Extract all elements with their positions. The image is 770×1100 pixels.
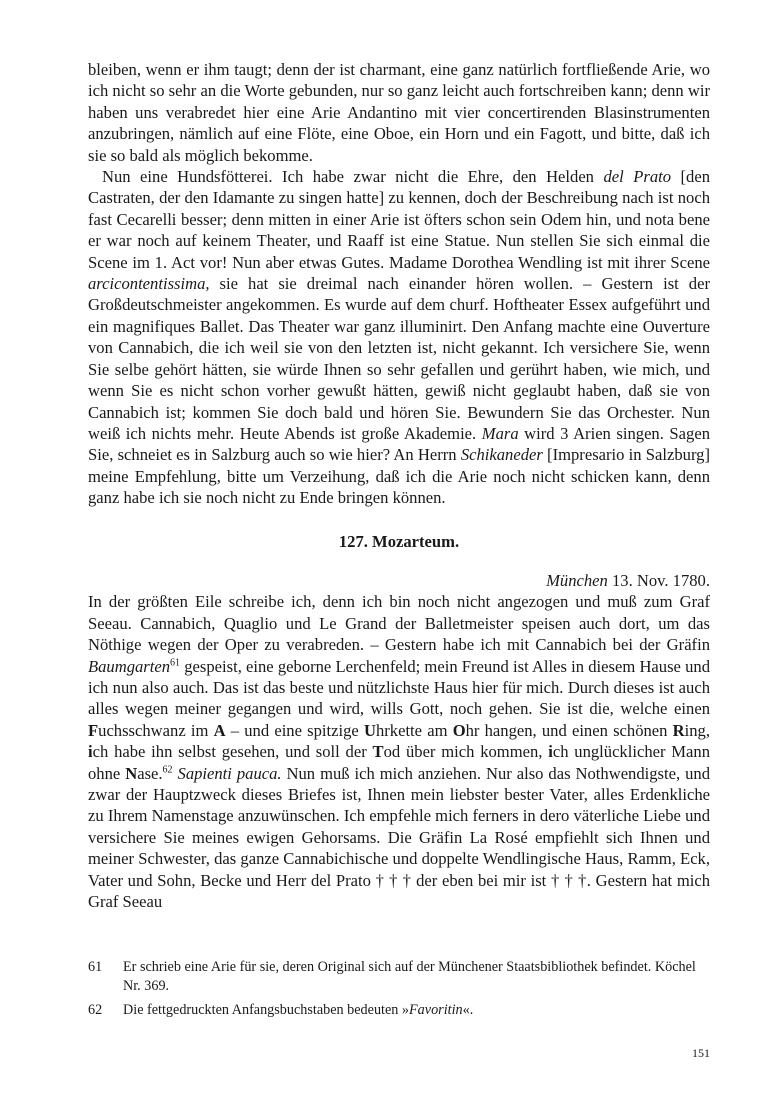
footnote-text: Er schrieb eine Arie für sie, deren Original sich auf der Münchener Staatsbibliothek befindet. Köchel Nr. 369. bbox=[123, 959, 696, 994]
italic-name: Mara bbox=[481, 423, 519, 443]
footnote-number: 62 bbox=[88, 1002, 103, 1018]
main-text bbox=[88, 59, 710, 912]
italic-term: arcicontentissima, bbox=[88, 274, 210, 294]
bold-initial: N bbox=[125, 763, 138, 783]
footnote-text: Die fettgedruckten Anfangsbuchstaben bedeuten »Favoritin«. bbox=[123, 1002, 474, 1018]
footnote-ref-62[interactable]: 62 bbox=[162, 764, 173, 776]
bold-initial: F bbox=[88, 720, 99, 740]
footnotes bbox=[88, 958, 710, 1025]
italic-name: Baumgarten bbox=[88, 656, 171, 676]
footnote-ref-61[interactable]: 61 bbox=[170, 657, 181, 669]
page-number: 151 bbox=[692, 1046, 710, 1060]
bold-initial: U bbox=[363, 720, 376, 740]
bold-initial: T bbox=[372, 742, 384, 762]
paragraph-hundsfoetterei: Nun eine Hundsfötterei. Ich habe zwar nicht die Ehre, den Helden del Prato [den Castraten, der den Idamante zu singen hatte] zu kennen, doch der Beschreibung nach ist noch fast Cecarelli besser; denn mitten in einer Arie ist öfters schon sein Odem hin, und nota bene er war noch auf keinem Theater, und Raaff ist eine Statue. Nun stellen Sie sich einmal die Scene im 1. Act vor! Nun aber etwas Gutes. Madame Dorothea Wendling ist mit ihrer Scene arcicontentissima, sie hat sie dreimal nach einander hören wollen. – Gestern ist der Großdeutschmeister angekommen. Es wurde auf dem churf. Hoftheater Essex aufgeführt und ein magnifiques Ballet. Das Theater war ganz illuminirt. Den Anfang machte eine Ouverture von Cannabich, die ich weil sie von den letzten ist, nicht gekannt. Ich versichere Sie, wenn Sie selbe gehört hätten, sie würde Ihnen so sehr gefallen und gerührt haben, wie mich, und wenn Sie es nicht schon vorher gewußt hätten, gewiß nicht geglaubt haben, daß sie von Cannabich ist; kommen Sie doch bald und hören Sie. Bewundern Sie das Orchester. Nun weiß ich nichts mehr. Heute Abends ist große Akademie. Mara wird 3 Arien singen. Sagen Sie, schneiet es in Salzburg auch so wie hier? An Herrn Schikaneder [Impresario in Salzburg] meine Empfehlung, bitte um Verzeihung, daß ich die Arie noch nicht schicken kann, denn ganz habe ich sie noch nicht zu Ende bringen können. bbox=[88, 167, 711, 508]
bold-initial: R bbox=[672, 720, 685, 740]
footnote-number: 61 bbox=[88, 959, 103, 975]
bold-initial: O bbox=[452, 720, 466, 740]
letter-heading: 127. Mozarteum. bbox=[338, 531, 460, 551]
italic-name: Schikaneder bbox=[460, 445, 543, 465]
bold-initial: A bbox=[213, 720, 226, 740]
italic-name: del Prato bbox=[603, 167, 672, 187]
footnote-62 bbox=[88, 1001, 710, 1020]
continuation-paragraph: bleiben, wenn er ihm taugt; denn der ist charmant, eine ganz natürlich fortfließende Arie, wo ich nicht so sehr an die Worte gebunden, nur so ganz leicht auch fortschreiben kann; denn wir haben uns verabredet hier eine Arie Andantino mit vier concertirenden Blasinstrumenten anzubringen, nämlich auf eine Flöte, eine Oboe, ein Horn und ein Fagott, und bitte, daß ich sie so bald als möglich bekomme. bbox=[88, 60, 710, 165]
letter-body: In der größten Eile schreibe ich, denn ich bin noch nicht angezogen und muß zum Graf Seeau. Cannabich, Quaglio und Le Grand der Balletmeister speisen auch dort, um das Nöthige wegen der Oper zu verabreden. – Gestern habe ich mit Cannabich bei der Gräfin Baumgarten$^{61}$ gespeist, eine geborne Lerchenfeld; mein Freund ist Alles in diesem Hause und ich nun also auch. Das ist das beste und nützlichste Haus hier für mich. Durch dieses ist auch alles wegen meiner gegangen und wird, wills Gott, noch gehen. Sie ist die, welche einen Fuchsschwanz im A – und eine spitzige Uhrkette am Ohr hangen, und einen schönen Ring, ich habe ihn selbst gesehen, und soll der Tod über mich kommen, ich unglücklicher Mann ohne Nase.$^{62}$ Sapienti pauca. Nun muß ich mich anziehen. Nur also das Nothwendigste, und zwar der Hauptzweck dieses Briefes ist, Ihnen mein liebster bester Vater, alles Erdenkliche zu Ihrem Namenstage anzuwünschen. Ich empfehle mich ferners in dero väterliche Liebe und versichere Sie meines ewigen Gehorsams. Die Gräfin La Rosé empfiehlt sich Ihnen und meiner Schwester, das ganze Cannabichische und doppelte Wendlingische Haus, Ramm, Eck, Vater und Sohn, Becke und Herr del Prato † † † der eben bei mir ist † † †. Gestern hat mich Graf Seeau bbox=[88, 592, 710, 912]
italic-phrase: Sapienti pauca. bbox=[177, 763, 282, 783]
footnote-61 bbox=[88, 958, 710, 996]
bold-initial: i bbox=[88, 742, 93, 762]
bold-initial: i bbox=[548, 742, 553, 762]
letter-dateline: München 13. Nov. 1780. bbox=[546, 570, 710, 590]
